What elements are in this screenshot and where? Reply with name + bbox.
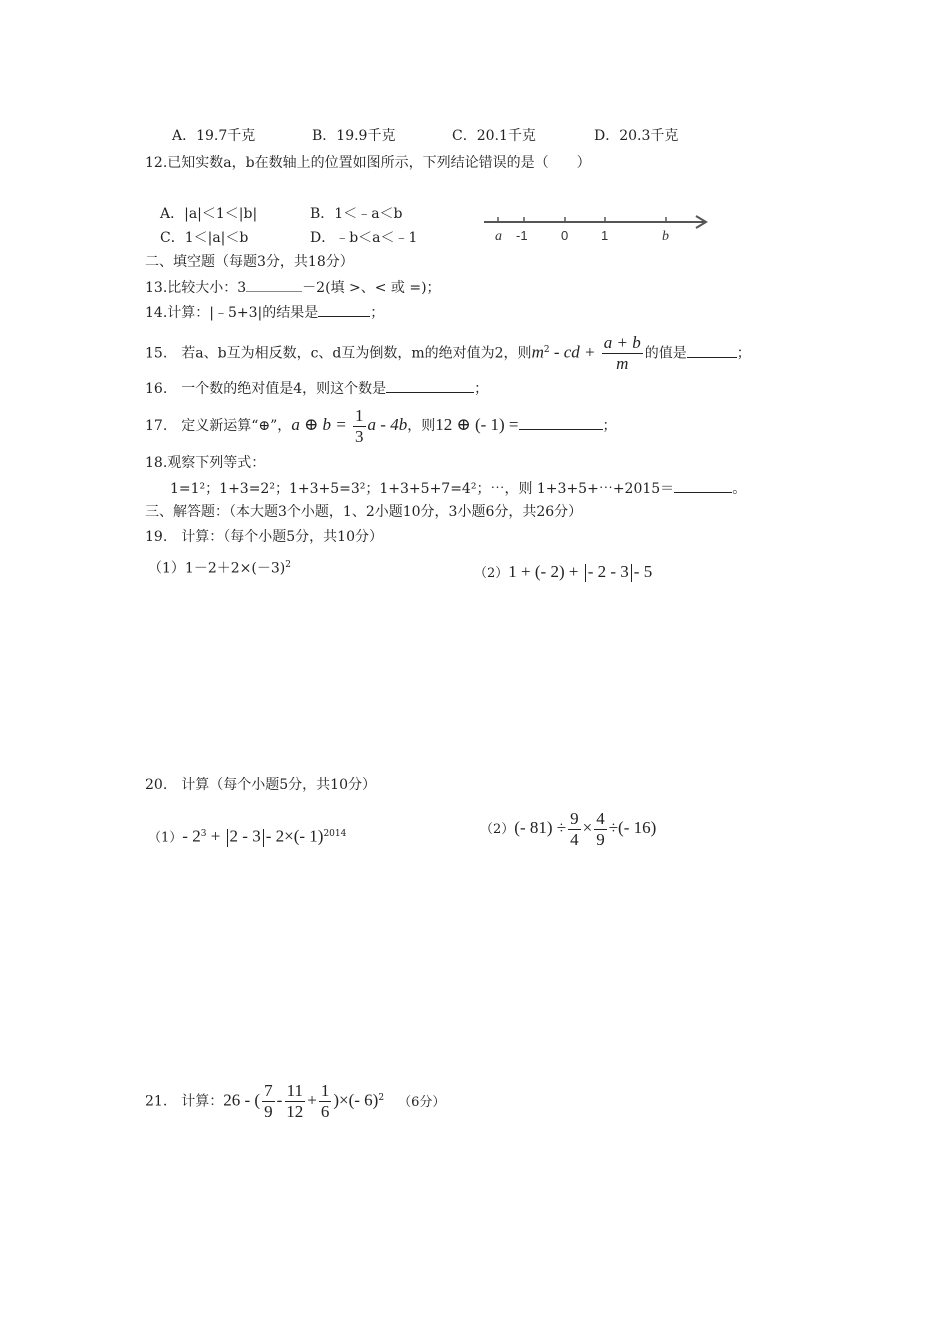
q20-p2-a: (- 81) ÷	[514, 818, 567, 837]
q14-text-b: ；	[370, 305, 385, 321]
q18-title: 18.观察下列等式：	[145, 455, 266, 471]
q18-end: 。	[732, 481, 747, 497]
q15	[145, 330, 751, 374]
q21-e1: 26 - (	[223, 1090, 261, 1110]
q15-text-b: 的值是	[644, 345, 687, 362]
q20-p1-b: +	[206, 826, 225, 846]
q18-equations: 1=1²；1+3=2²；1+3+5=3²；1+3+5+7=4²；⋯，则 1+3+5+⋯+2015＝	[170, 481, 675, 497]
q21-f2-num: 11	[286, 1081, 303, 1101]
q14-text-a: 14.计算：|﹣5+3|的结果是	[145, 305, 319, 321]
abs-bar-left	[585, 564, 586, 582]
q17-blank[interactable]	[519, 415, 603, 430]
label-b: b	[662, 229, 669, 244]
q20-p1-abs: 2 - 3	[229, 826, 261, 846]
q20-p1-sup: 2014	[323, 829, 347, 839]
q20-title: 20. 计算（每个小题5分，共10分）	[145, 777, 376, 793]
q17-text-a: 17. 定义新运算“⊕”，	[145, 418, 292, 434]
q20-p2-frac1	[568, 809, 581, 850]
q20-p2-f1-num: 9	[570, 808, 579, 828]
q21-text-a: 21. 计算：	[145, 1093, 224, 1110]
q17-expr-c: 12 ⊕ (- 1) =	[435, 415, 519, 434]
q18-line	[170, 478, 746, 499]
q20-p1-label: （1）	[148, 830, 183, 846]
q17-expr-b: a - 4b	[367, 415, 408, 434]
q20-p1-sup3: 3	[200, 829, 207, 839]
q20-p2-f1-den: 4	[570, 829, 579, 849]
q21-frac2	[284, 1081, 305, 1122]
q15-frac-den: m	[616, 354, 629, 374]
q19-title: 19. 计算：（每个小题5分，共10分）	[145, 529, 383, 545]
q20-p2-b: ÷(- 16)	[608, 818, 657, 837]
q15-text-a: 15. 若a、b互为相反数，c、d互为倒数，m的绝对值为2，则	[145, 345, 532, 362]
q21-f1-den: 9	[264, 1102, 273, 1122]
q21-frac1	[262, 1081, 275, 1122]
q19-part1	[148, 555, 291, 579]
abs-bar-left	[227, 829, 228, 847]
q19-p2-a: 1 + (- 2) +	[508, 562, 583, 581]
q19-p1-label: （1）	[148, 560, 185, 577]
label-1: 1	[601, 228, 609, 243]
q17-fraction	[353, 406, 366, 447]
q15-fraction	[602, 333, 643, 374]
abs-bar-right	[631, 564, 632, 582]
q20-p2-f2-den: 9	[596, 829, 605, 849]
label-0: 0	[561, 228, 569, 243]
q19-part2	[474, 558, 652, 588]
q13-text-b: －2(填 >、< 或 =)；	[302, 280, 441, 296]
q14-blank[interactable]	[318, 302, 370, 317]
q18-blank[interactable]	[674, 478, 732, 493]
q11-option-b: B．19.9千克	[312, 128, 396, 144]
section2-title: 二、填空题（每题3分，共18分）	[145, 254, 354, 270]
q11-option-c: C．20.1千克	[452, 128, 536, 144]
label-minus-1: -1	[516, 228, 528, 243]
q21-op2: +	[307, 1090, 317, 1110]
q11-option-a: A．19.7千克	[172, 128, 256, 144]
q21-f3-num: 1	[320, 1081, 330, 1101]
q21	[145, 1078, 445, 1123]
q13-blank[interactable]	[246, 277, 302, 292]
q20-p2-f2-num: 4	[596, 808, 605, 828]
q20-p1-c: - 2×(- 1)	[265, 826, 324, 846]
q21-op1: -	[276, 1090, 283, 1110]
q15-sq: 2	[543, 345, 550, 355]
q21-frac3	[319, 1081, 332, 1122]
q20-part2	[480, 808, 656, 850]
q19-p2-b: - 2 - 3	[587, 562, 629, 581]
section3-title: 三、解答题：（本大题3个小题，1、2小题10分，3小题6分，共26分）	[145, 504, 583, 520]
q15-text-c: ；	[736, 345, 751, 362]
q21-f3-den: 6	[320, 1102, 330, 1122]
q16	[145, 378, 488, 399]
q13	[145, 277, 441, 298]
q20-p2-frac2	[594, 809, 607, 850]
q21-f2-den: 12	[286, 1102, 304, 1122]
q21-e2: )×(- 6)	[333, 1090, 379, 1110]
q16-blank[interactable]	[386, 378, 474, 393]
q15-frac-num: a + b	[603, 333, 641, 353]
q12-option-a: A．|a|＜1＜|b|	[160, 206, 258, 222]
q20-p2-label: （2）	[480, 822, 515, 837]
q19-p2-c: - 5	[633, 562, 653, 581]
q15-minus-cd: - cd +	[549, 342, 600, 362]
q20-part1	[148, 820, 346, 853]
q16-text-b: ；	[474, 381, 489, 397]
q15-m: m	[531, 342, 544, 362]
q19-p1-sup: 2	[285, 560, 291, 570]
q12-stem: 12.已知实数a，b在数轴上的位置如图所示，下列结论错误的是（ ）	[145, 155, 591, 171]
q21-sup: 2	[378, 1093, 385, 1103]
q17-expr-a: a ⊕ b =	[291, 415, 352, 434]
q12-option-b: B．1＜﹣a＜b	[310, 206, 403, 222]
q17-text-c: ；	[602, 418, 617, 434]
q20-p1-a: - 2	[182, 826, 201, 846]
q21-score: （6分）	[398, 1094, 446, 1110]
q17-frac-num: 1	[355, 405, 364, 425]
abs-bar-right	[263, 829, 264, 847]
q12-option-d: D．﹣b＜a＜﹣1	[310, 230, 418, 246]
q13-text-a: 13.比较大小：3	[145, 280, 247, 296]
q12-option-c: C．1＜|a|＜b	[160, 230, 249, 246]
q19-p2-label: （2）	[474, 566, 509, 581]
q19-p1-expr: 1－2＋2×(－3)	[184, 560, 286, 577]
q21-f1-num: 7	[264, 1081, 273, 1101]
label-a: a	[495, 229, 502, 244]
q17-frac-den: 3	[355, 426, 364, 446]
q20-p2-times: ×	[582, 818, 593, 837]
q17-text-b: ，则	[407, 418, 436, 434]
q11-option-d: D．20.3千克	[594, 128, 679, 144]
q15-blank[interactable]	[687, 343, 737, 358]
q14	[145, 302, 384, 323]
number-line	[480, 210, 715, 246]
q16-text-a: 16. 一个数的绝对值是4，则这个数是	[145, 381, 387, 397]
q17	[145, 405, 617, 447]
